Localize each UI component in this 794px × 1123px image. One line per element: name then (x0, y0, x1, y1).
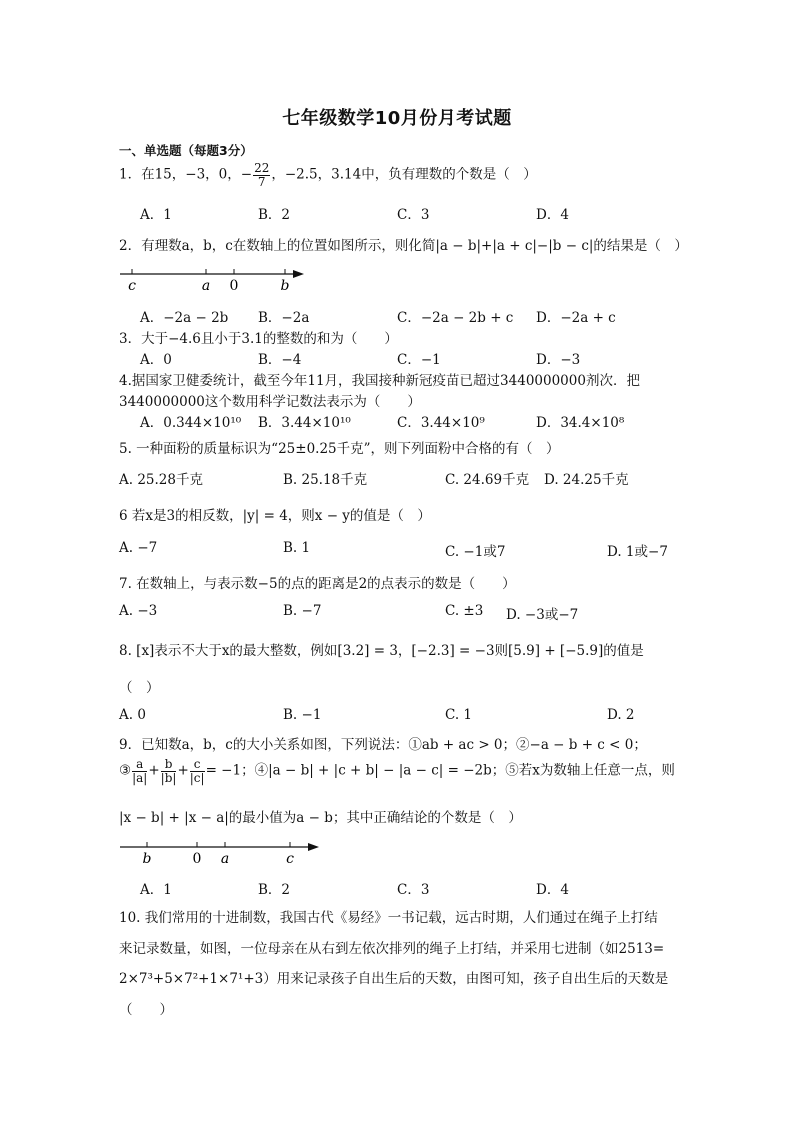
plus-sign: + (148, 762, 160, 779)
q7-option-c: C. ±3 (445, 603, 484, 619)
question-1-stem-b: ，−2.5，3.14中，负有理数的个数是（ ） (271, 166, 537, 183)
q9-option-c: C．3 (397, 882, 430, 898)
q4-option-d: D．34.4×10⁸ (536, 415, 625, 431)
fraction-denominator: |b| (160, 770, 177, 785)
question-10-line3: 2×7³+5×7²+1×7¹+3）用来记录孩子自出生后的天数，由图可知，孩子自出生后的天数是 (119, 971, 669, 987)
question-10-line2: 来记录数量，如图，一位母亲在从右到左依次排列的绳子上打结，并采用七进制（如2513= (119, 941, 665, 957)
q8-option-a: A. 0 (119, 707, 146, 723)
question-1-stem-a: 1．在15，−3，0，− (119, 166, 253, 183)
number-line-q2 (118, 264, 308, 294)
q1-option-c: C．3 (397, 207, 430, 223)
q4-option-b: B．3.44×10¹⁰ (258, 415, 351, 431)
question-9-stem-line2-rest: = −1；④|a − b| + |c + b| − |a − c| = −2b；⑤若x为数轴上任意一点，则 (205, 762, 675, 779)
q3-option-d: D．−3 (536, 352, 581, 368)
q5-option-b: B. 25.18千克 (283, 472, 368, 488)
question-9-stem-line3: |x − b| + |x − a|的最小值为a − b；其中正确结论的个数是（ ） (119, 810, 522, 826)
question-2-stem: 2．有理数a，b，c在数轴上的位置如图所示，则化简|a − b|+|a + c|−|b − c|的结果是（ ） (119, 238, 688, 254)
q3-option-b: B．−4 (258, 352, 302, 368)
question-4-stem-line1: 4.据国家卫健委统计，截至今年11月，我国接种新冠疫苗已超过3440000000剂次．把 (119, 373, 640, 389)
fraction-numerator: c (190, 758, 205, 772)
fraction-denominator: |a| (132, 770, 148, 785)
q9-option-d: D．4 (536, 882, 569, 898)
page-title: 七年级数学10月份月考试题 (282, 108, 512, 129)
q8-option-b: B. −1 (283, 707, 322, 723)
question-8-stem: 8. [x]表示不大于x的最大整数，例如[3.2] = 3，[−2.3] = −3则[5.9] + [−5.9]的值是 (119, 643, 644, 659)
q1-option-a: A．1 (140, 207, 172, 223)
fraction-denominator: 7 (257, 174, 266, 189)
q4-option-a: A．0.344×10¹⁰ (140, 415, 242, 431)
question-6-stem: 6 若x是3的相反数，|y| = 4，则x − y的值是（ ） (119, 508, 431, 524)
axis-label-c: c (128, 278, 136, 294)
fraction-numerator: b (161, 758, 177, 772)
fraction-a-over-abs-a (132, 758, 147, 784)
q6-option-a: A. −7 (119, 540, 158, 556)
q9-option-a: A．1 (140, 882, 172, 898)
q7-option-d: D. −3或−7 (506, 607, 579, 623)
question-3-stem: 3．大于−4.6且小于3.1的整数的和为（ ） (119, 331, 398, 347)
number-line-q9 (118, 838, 323, 868)
q8-option-d: D. 2 (607, 707, 635, 723)
plus-sign: + (177, 762, 189, 779)
q6-option-d: D. 1或−7 (607, 544, 668, 560)
question-10-line1: 10. 我们常用的十进制数，我国古代《易经》一书记载，远古时期，人们通过在绳子上打结 (119, 910, 658, 926)
fraction-b-over-abs-b (161, 758, 177, 784)
q1-option-b: B．2 (258, 207, 291, 223)
q2-option-c: C．−2a − 2b + c (397, 310, 514, 326)
question-1-stem (119, 162, 537, 188)
question-8-stem-cont: （ ） (119, 680, 160, 696)
question-5-stem: 5. 一种面粉的质量标识为“25±0.25千克”，则下列面粉中合格的有（ ） (119, 441, 560, 457)
q7-option-b: B. −7 (283, 603, 322, 619)
question-9-stem-line1: 9．已知数a，b，c的大小关系如图，下列说法：①ab + ac > 0；②−a − b + c < 0； (119, 737, 647, 753)
q4-option-c: C．3.44×10⁹ (397, 415, 485, 431)
question-4-stem-line2: 3440000000这个数用科学记数法表示为（ ） (119, 394, 421, 410)
q5-option-c: C. 24.69千克 (445, 472, 530, 488)
axis-label-0: 0 (192, 851, 202, 867)
q5-option-d: D. 24.25千克 (544, 472, 629, 488)
fraction-numerator: 22 (254, 161, 270, 175)
section-heading: 一、单选题（每题3分） (119, 143, 253, 158)
q2-option-a: A．−2a − 2b (140, 310, 229, 326)
q8-option-c: C. 1 (445, 707, 473, 723)
axis-label-b: b (142, 851, 152, 867)
q6-option-b: B. 1 (283, 540, 311, 556)
axis-label-0: 0 (229, 278, 239, 294)
circle-number-3: ③ (119, 762, 132, 779)
axis-label-a: a (220, 851, 230, 867)
q2-option-d: D．−2a + c (536, 310, 616, 326)
axis-label-a: a (201, 278, 211, 294)
q2-option-b: B．−2a (258, 310, 310, 326)
axis-arrow (308, 843, 319, 851)
q5-option-a: A. 25.28千克 (119, 472, 203, 488)
axis-label-c: c (286, 851, 294, 867)
q3-option-a: A．0 (140, 352, 172, 368)
q7-option-a: A. −3 (119, 603, 158, 619)
q1-option-d: D．4 (536, 207, 569, 223)
axis-arrow (293, 270, 304, 278)
q9-option-b: B．2 (258, 882, 291, 898)
fraction-22-7 (253, 162, 270, 188)
question-9-stem-line2 (119, 758, 675, 784)
fraction-denominator: |c| (189, 770, 205, 785)
question-10-line4: （ ） (119, 1002, 173, 1018)
q6-option-c: C. −1或7 (445, 544, 506, 560)
fraction-c-over-abs-c (190, 758, 205, 784)
q3-option-c: C．−1 (397, 352, 441, 368)
axis-label-b: b (280, 278, 290, 294)
question-7-stem: 7. 在数轴上，与表示数−5的点的距离是2的点表示的数是（ ） (119, 576, 516, 592)
fraction-numerator: a (132, 758, 147, 772)
